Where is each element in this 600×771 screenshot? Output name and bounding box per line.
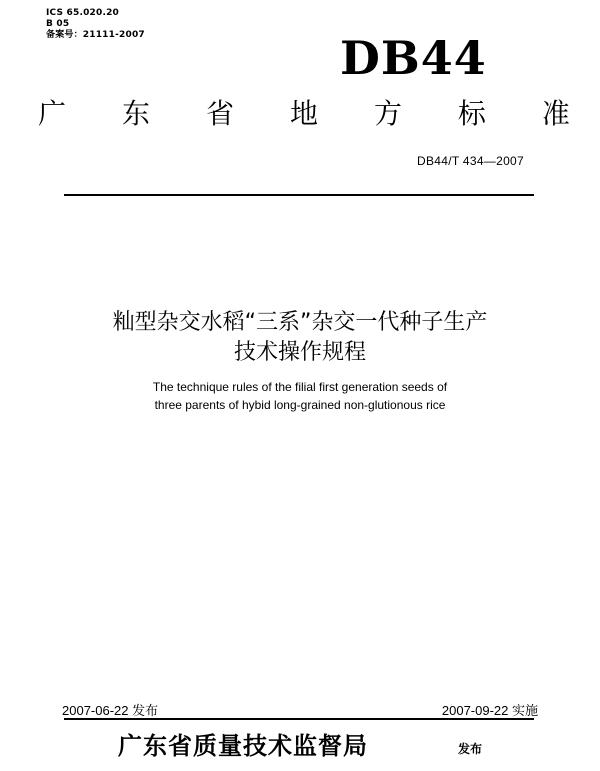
classification-code: B 05	[46, 19, 70, 29]
issuing-authority: 广东省质量技术监督局	[118, 731, 368, 760]
ics-code: ICS 65.020.20	[46, 8, 120, 18]
publish-label: 发布	[458, 742, 483, 756]
chinese-title-line-1: 籼型杂交水稻“三系”杂交一代种子生产	[112, 310, 488, 335]
english-title	[0, 378, 600, 414]
standard-type-char: 省	[205, 97, 234, 130]
chinese-title-line-2: 技术操作规程	[233, 340, 366, 365]
english-title-line-2: three parents of hybid long-grained non-glutionous rice	[154, 398, 446, 412]
header-divider	[64, 194, 534, 196]
standard-type-char: 广	[38, 97, 67, 130]
standard-type-char: 地	[289, 97, 318, 130]
standard-type-char: 标	[457, 97, 486, 130]
record-number: 备案号：21111-2007	[46, 30, 145, 40]
standard-type-char: 东	[121, 97, 150, 130]
issue-date: 2007-06-22 发布	[62, 703, 159, 718]
footer-divider	[64, 718, 534, 720]
implementation-date: 2007-09-22 实施	[441, 703, 538, 718]
standard-type-char: 方	[373, 97, 402, 130]
standard-type	[38, 96, 570, 132]
db44-logo: DB44	[340, 31, 487, 85]
english-title-line-1: The technique rules of the filial first generation seeds of	[152, 380, 448, 394]
chinese-title	[0, 308, 600, 368]
standard-type-char: 准	[541, 97, 570, 130]
standard-number: DB44/T 434—2007	[416, 154, 524, 168]
